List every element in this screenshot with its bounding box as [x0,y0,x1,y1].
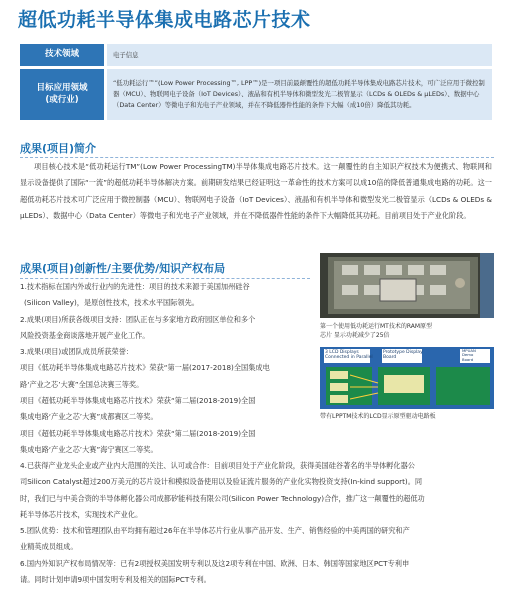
innovation-column [20,279,312,458]
text-line: 耗半导体芯片技术，实现技术产业化。 [20,509,143,519]
text-line: 2.成果(项目)所获各级项目支持：团队正在与多家地方政府园区单位和多个 [20,314,256,324]
application-key-line1: 目标应用领域 [36,83,88,94]
text-line: 3.成果(项目)或团队成员所获荣誉： [20,347,134,357]
text-line: 项目《超低功耗半导体集成电路芯片技术》荣获“第二届(2018-2019)全国 [20,396,256,406]
innovation-full-width [20,458,492,588]
ram-prototype-photo [320,253,494,318]
page-title: 超低功耗半导体集成电路芯片技术 [18,9,311,31]
info-row-application [20,69,492,120]
text-line: 项目《超低功耗半导体集成电路芯片技术》荣获“第二届(2018-2019)全国 [20,428,256,438]
caption-line: 第一个使用低功耗运行MT技术的RAM原型 [320,323,433,330]
text-line: 司Silicon Catalyst超过200万美元的芯片设计和模拟设备使用以及验证流片服务的产业化实物投资支持(In-kind support)。同 [20,477,423,487]
field-value: 电子信息 [107,44,492,66]
photo-caption-1 [320,322,432,340]
text-line: 路‘产业之芯’大赛”全国总决赛三等奖。 [20,379,144,389]
intro-paragraph: 项目核心技术是“低功耗运行TM”(Low Power ProcessingTM)半导体集成电路芯片技术。这一颠覆性的自主知识产权技术为便携式、物联网和显示设备提供了国际“一流”的超低功耗半导体解决方案。前期研发结果已经证明这一革命性的技术方案可以成10倍的降低普通集成电路的功耗。这一超低功耗芯片技术可广泛应用于微控制器（MCU）、物联网电子设备（IoT Devices）、液晶和有机半导体和微型发光二极管显示（LCDs & OLEDs & μLEDs）、数据中心（Data Center）等微电子和光电子产业领域，并在不降低器件性能的条件下大幅降低其功耗。目前项目处于产业化阶段。 [20,162,492,220]
board-label-right: MPUAN Demo Board [462,348,476,362]
application-key [20,69,104,120]
text-line: 项目《低功耗半导体集成电路芯片技术》荣获“第一届(2017-2018)全国集成电 [20,363,270,373]
text-line: (Silicon Valley)，是原创性技术，技术水平国际领先。 [24,298,199,308]
field-key: 技术领域 [20,44,104,66]
application-value: “低功耗运行™”(Low Power Processing™, LPP™)是一项目前最颠覆性的超低功耗半导体集成电路芯片技术，可广泛应用于微控制器（MCU）、物联网电子设备（IoT Devices）、液晶和有机半导体和微型发光二极管显示（LCDs & OLEDs & μLEDs）、数据中心（Data Center）等微电子和光电子产业领域，并在不降低器件性能的条件下大幅（成10倍）降低其功耗。 [107,69,492,120]
text-line: 集成电路‘产业之芯’大赛”海宁赛区二等奖。 [20,444,158,454]
text-line: 请。同时计划申请9项中国发明专利及相关的国际PCT专利。 [20,575,211,585]
text-line: 时，我们已与中美合资的半导体孵化器公司成都矽能科技有限公司(Silicon Power Technology)合作，推广这一颠覆性的超低功 [20,493,425,503]
ram-prototype-image [320,253,494,318]
application-key-line2: (或行业) [45,94,79,105]
section-divider [20,157,494,158]
text-line: 1.技术指标在国内外或行业内的先进性：项目的技术来源于美国加州硅谷 [20,282,250,291]
text-line: 5.团队优势：技术和管理团队由平均拥有超过26年在半导体芯片行业从事产品开发、生产、销售经验的中美两国的研究和产 [20,526,410,536]
section-heading-intro: 成果(项目)简介 [20,142,97,155]
caption-line: 芯片 显示功耗减少了25倍 [320,332,390,339]
photo-caption-2: 带有LPPTM技术的LCD显示原型驱动电路板 [320,413,436,420]
info-row-field [20,44,492,66]
info-table [20,44,492,123]
text-line: 6.国内外知识产权布局情况等：已有2项授权美国发明专利以及这2项专利在中国、欧洲、日本、韩国等国家地区PCT专利申 [20,558,410,568]
board-label-mid: Prototype Display Board [383,350,423,360]
lcd-board-photo [320,347,494,409]
board-label-left: 3 LCD Displays Connected in Parallel [325,350,373,360]
text-line: 风险投资基金商谈落地开展产业化工作。 [20,330,150,340]
text-line: 集成电路‘产业之芯’大赛”成都赛区二等奖。 [20,412,158,422]
text-line: 4.已获得产业龙头企业或产业内大范围的关注、认可或合作：目前项目处于产业化阶段，获得美国硅谷著名的半导体孵化器公 [20,461,415,470]
section-heading-innovation: 成果(项目)创新性/主要优势/知识产权布局 [20,262,226,275]
text-line: 业精英成员组成。 [20,542,78,552]
